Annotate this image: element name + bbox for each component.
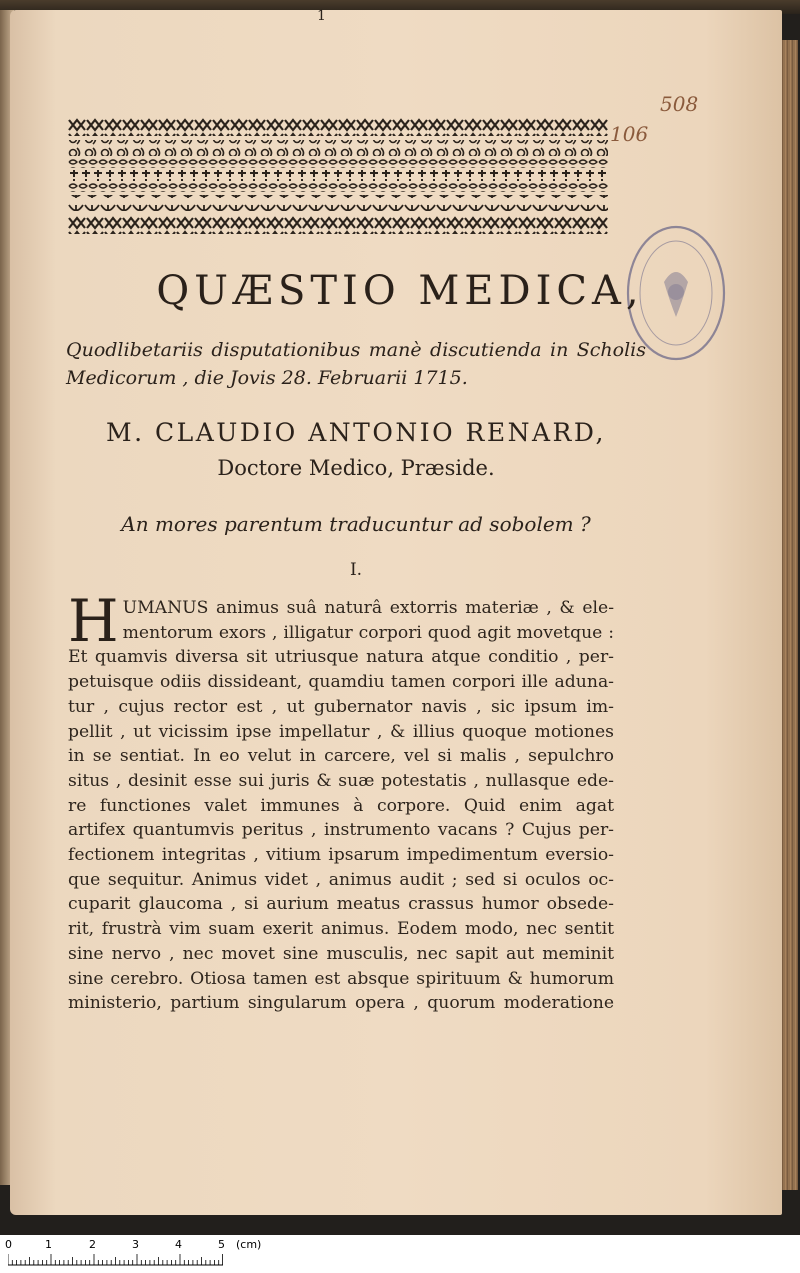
body-line: sine nervo , nec movet sine musculis, nec sapit aut meminit [68, 943, 614, 964]
section-number: I. [349, 560, 363, 580]
body-line: Et quamvis diversa sit utriusque natura atque conditio , per- [68, 647, 614, 668]
body-line: cuparit glaucoma , si aurium meatus crassus humor obsede- [68, 894, 614, 915]
page-folio: 1 [317, 8, 326, 24]
body-line: ministerio, partium singularum opera , quorum moderatione [68, 993, 614, 1014]
document-subtitle: Quodlibetariis disputationibus manè discutienda in Scholis Medicorum , die Jovis 28. Februarii 1715. [66, 339, 646, 389]
body-line: mentorum exors , illigatur corpori quod agit movetque : [122, 622, 614, 643]
ruler-unit: (cm) [236, 1238, 262, 1251]
handwritten-side-number: 106 [610, 122, 649, 146]
ruler-label-3: 3 [132, 1238, 139, 1251]
body-line: petuisque odiis dissideant, quamdiu tamen corpori ille aduna- [68, 672, 614, 693]
body-line: re functiones valet immunes à corpore. Quid enim agat [68, 795, 614, 816]
body-line: situs , desinit esse sui juris & suæ potestatis , nullasque ede- [68, 770, 614, 791]
scale-ruler [8, 1254, 223, 1266]
body-line: artifex quantumvis peritus , instrumento vacans ? Cujus per- [68, 820, 614, 841]
document-title: QUÆSTIO MEDICA, [156, 268, 644, 314]
dropcap-letter: H [68, 587, 119, 655]
handwritten-page-number: 508 [660, 92, 699, 116]
ruler-label-0: 0 [5, 1238, 12, 1251]
president-name: M. CLAUDIO ANTONIO RENARD, [106, 418, 606, 447]
body-line: UMANUS animus suâ naturâ extorris materiæ , & ele- [122, 598, 614, 618]
ruler-label-1: 1 [45, 1238, 52, 1251]
body-line: rit, frustrà vim suam exerit animus. Eodem modo, nec sentit [68, 919, 614, 940]
ruler-label-5: 5 [218, 1238, 225, 1251]
thesis-question: An mores parentum traducuntur ad sobolem ? [121, 512, 591, 536]
body-text [68, 587, 614, 1016]
ruler-label-2: 2 [89, 1238, 96, 1251]
president-role: Doctore Medico, Præside. [217, 456, 495, 480]
body-line: sine cerebro. Otiosa tamen est absque spirituum & humorum [68, 968, 614, 989]
body-line: pellit , ut vicissim ipse impellatur , & illius quoque motiones [68, 721, 614, 742]
body-line: que sequitur. Animus videt , animus audit ; sed si oculos oc- [68, 869, 614, 890]
ornamental-headpiece [68, 118, 608, 240]
body-line: fectionem integritas , vitium ipsarum impedimentum eversio- [68, 845, 614, 866]
ruler-label-4: 4 [175, 1238, 182, 1251]
body-line: tur , cujus rector est , ut gubernator navis , sic ipsum im- [68, 696, 614, 717]
body-line: in se sentiat. In eo velut in carcere, vel si malis , sepulchro [68, 746, 614, 767]
